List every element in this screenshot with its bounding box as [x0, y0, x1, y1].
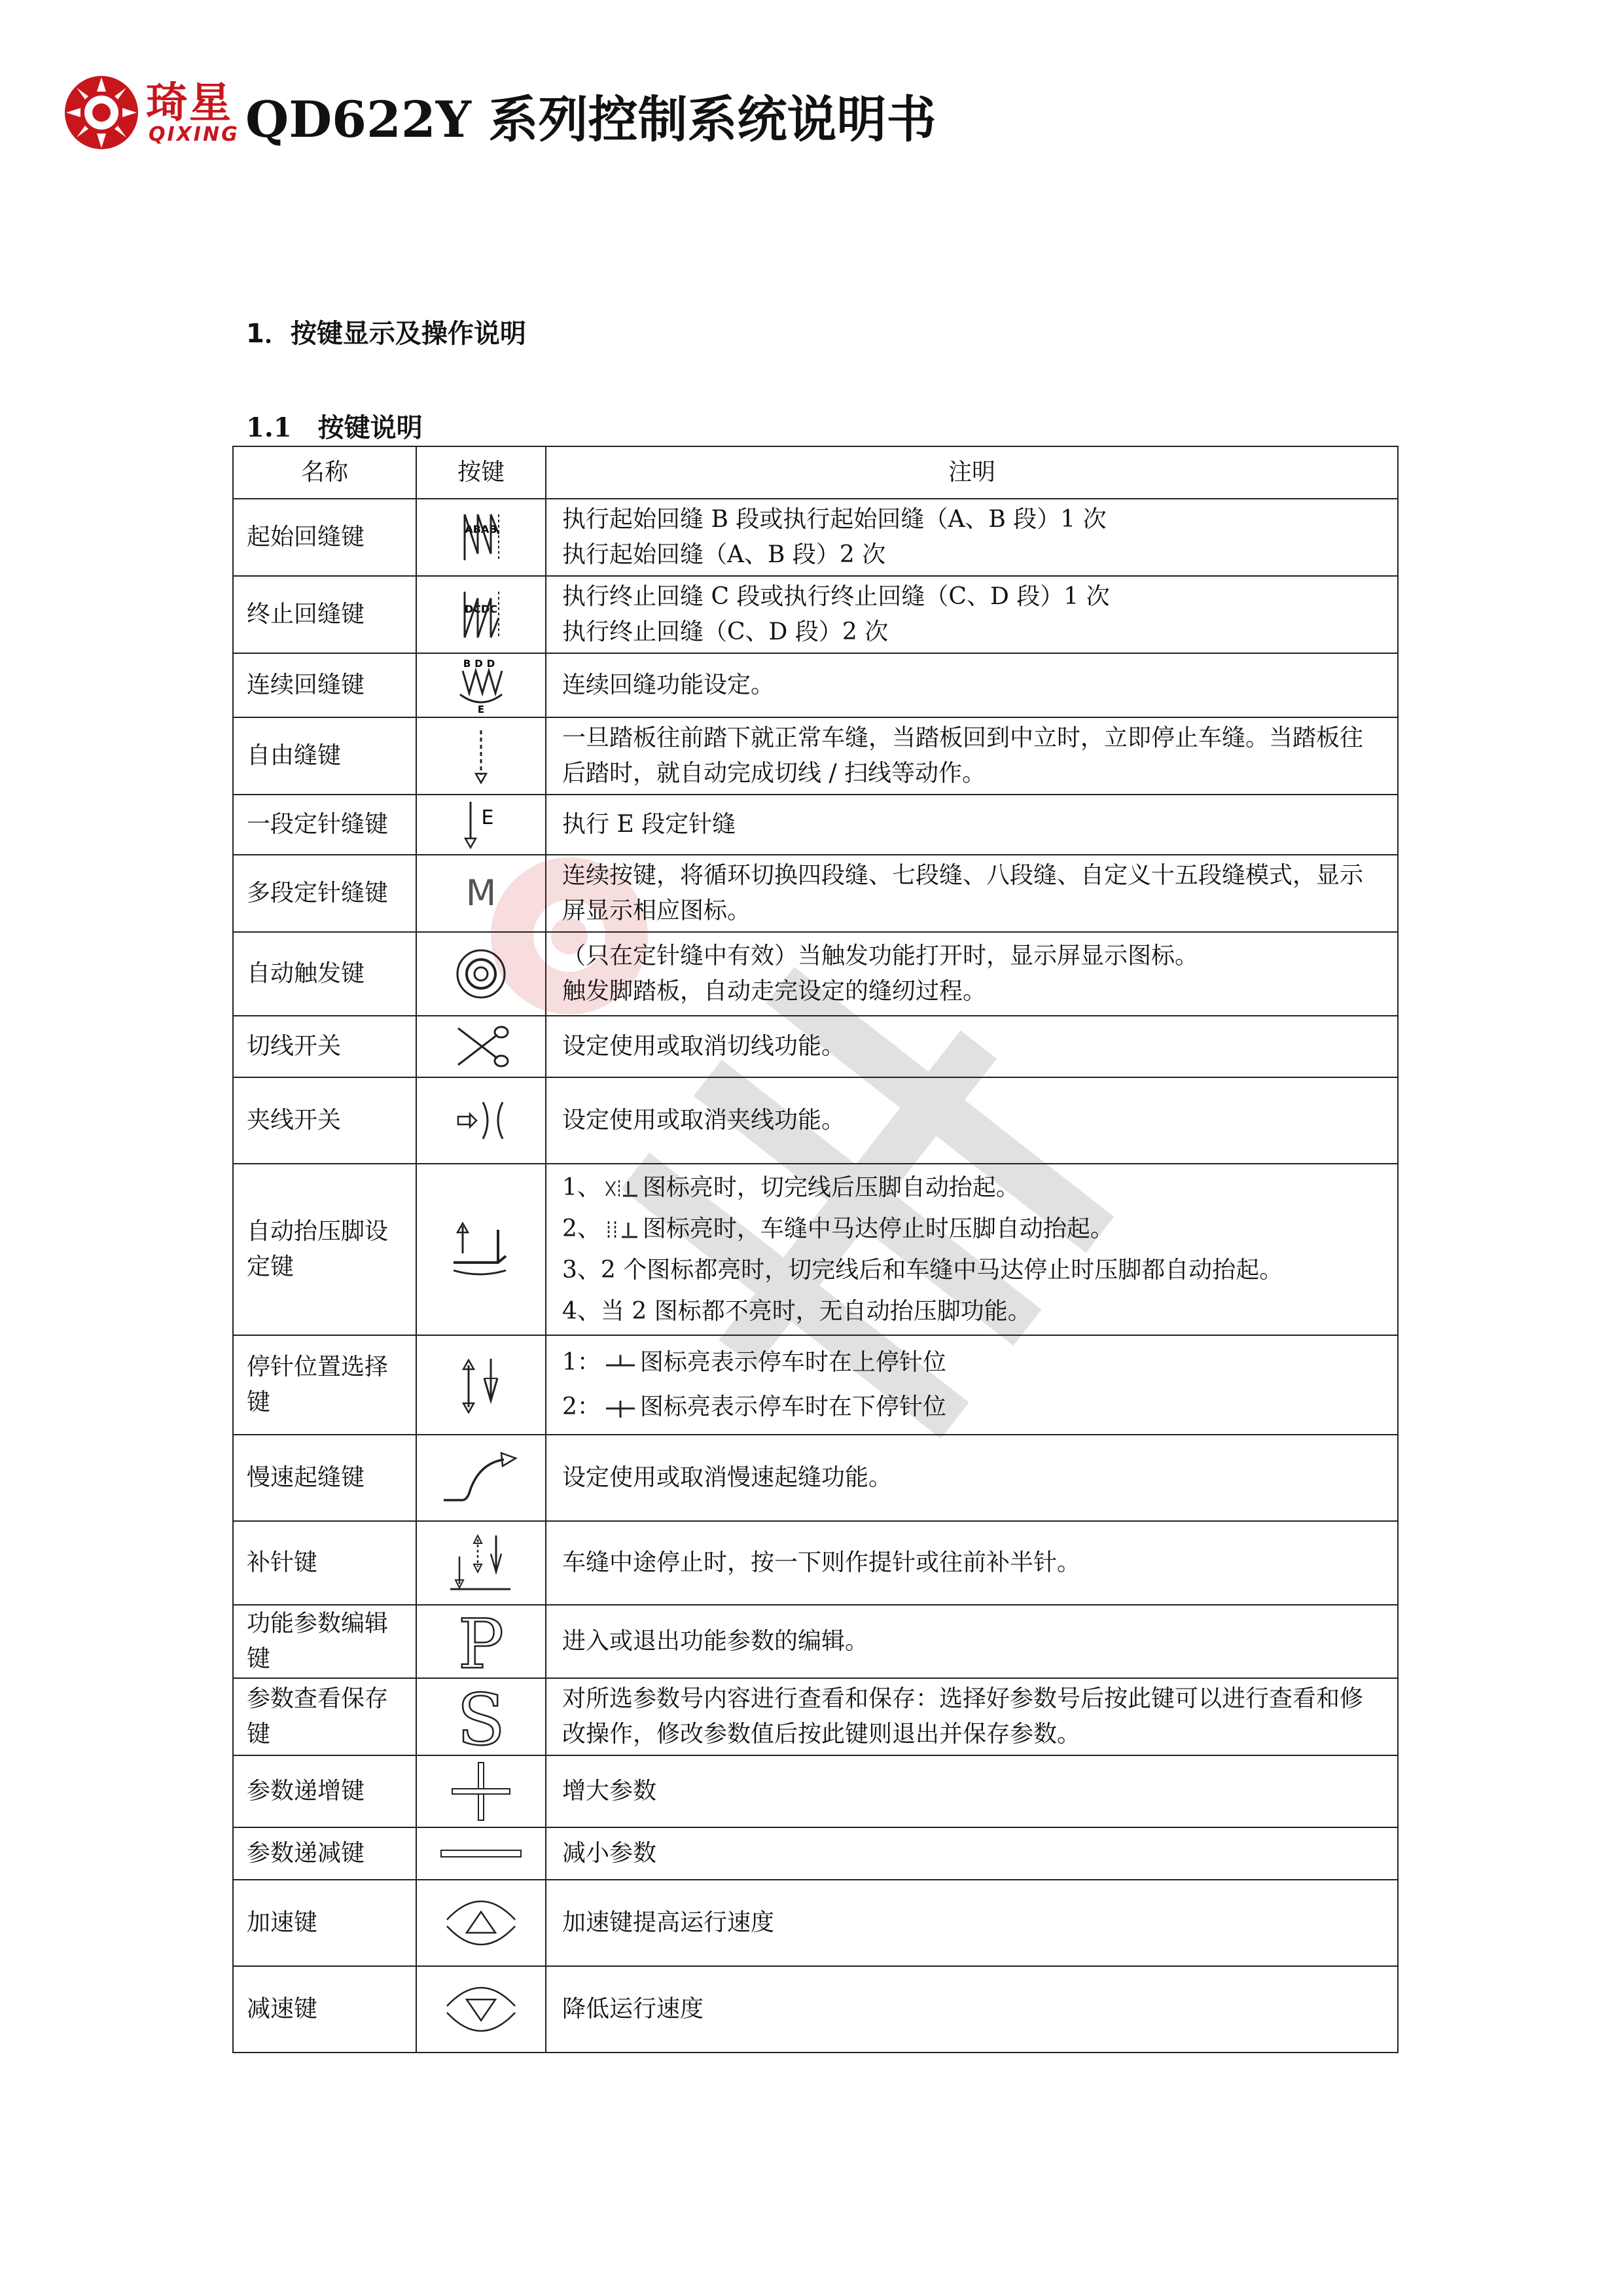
speed-up-icon [442, 1893, 520, 1952]
table-row [233, 576, 1398, 653]
description-line: 执行 E 段定针缝 [562, 811, 736, 838]
key-name: 加速键 [233, 1880, 416, 1966]
brand-name-cn: 琦星 [146, 79, 232, 128]
svg-text:DCDC: DCDC [464, 603, 498, 615]
header-name: 名称 [233, 446, 416, 499]
end-backtack-icon [452, 585, 510, 644]
table-row [233, 795, 1398, 855]
multi-constant-stitch-icon [455, 867, 507, 920]
description-line: 加速键提高运行速度 [562, 1909, 775, 1936]
key-name: 起始回缝键 [233, 499, 416, 576]
header-key: 按键 [416, 446, 546, 499]
item-prefix: 2、 [562, 1215, 601, 1242]
auto-trigger-icon [453, 946, 509, 1002]
item-text: 图标亮时，车缝中马达停止时压脚自动抬起。 [642, 1215, 1114, 1242]
description-line: 一旦踏板往前踏下就正常车缝，当踏板回到中立时，立即停止车缝。当踏板往后踏时，就自动完成切线 / 扫线等动作。 [562, 725, 1364, 787]
plus-icon [448, 1760, 514, 1823]
continuous-backtack-icon [448, 656, 514, 714]
description-line: 触发脚踏板，自动走完设定的缝纫过程。 [562, 978, 987, 1005]
description-line: 连续回缝功能设定。 [562, 672, 775, 698]
item-text: 图标亮表示停车时在上停针位 [639, 1348, 946, 1376]
description-line [562, 1385, 1382, 1429]
description-line: 连续按键，将循环切换四段缝、七段缝、八段缝、自定义十五段缝模式，显示屏显示相应图标。 [562, 862, 1364, 924]
thread-clamp-icon [452, 1094, 510, 1147]
description-line: 设定使用或取消夹线功能。 [562, 1107, 846, 1134]
table-row [233, 1435, 1398, 1521]
qixing-logo-icon [62, 73, 141, 152]
key-description-table [232, 446, 1399, 2053]
document-title: QD622Y 系列控制系统说明书 [245, 90, 936, 149]
key-name: 停针位置选择键 [233, 1335, 416, 1435]
key-name: 自动抬压脚设定键 [233, 1164, 416, 1335]
key-name: 功能参数编辑键 [233, 1605, 416, 1678]
table-row [233, 717, 1398, 795]
section-title: 1．按键显示及操作说明 [246, 319, 526, 349]
subsection-label: 按键说明 [317, 413, 423, 443]
description-line: 执行起始回缝 B 段或执行起始回缝（A、B 段）1 次 [562, 506, 1107, 533]
description-line: 减小参数 [562, 1840, 657, 1867]
key-name: 减速键 [233, 1966, 416, 2053]
key-name: 多段定针缝键 [233, 855, 416, 932]
item-prefix: 1： [562, 1348, 601, 1376]
needle-compensation-icon [445, 1530, 517, 1596]
subsection-title [246, 407, 423, 444]
table-row [233, 932, 1398, 1016]
minus-icon [438, 1844, 524, 1863]
svg-text:S: S [457, 1683, 505, 1751]
table-row [233, 1755, 1398, 1827]
key-name: 切线开关 [233, 1016, 416, 1077]
key-name: 慢速起缝键 [233, 1435, 416, 1521]
key-name: 终止回缝键 [233, 576, 416, 653]
parameter-s-icon [448, 1683, 514, 1751]
brand-name-en: QIXING [149, 123, 240, 146]
description-line: （只在定针缝中有效）当触发功能打开时，显示屏显示图标。 [562, 942, 1199, 969]
table-row [233, 855, 1398, 932]
description-line [562, 1167, 1382, 1208]
description-line: 执行起始回缝（A、B 段）2 次 [562, 541, 886, 568]
trim-lift-icon [605, 1179, 639, 1200]
description-line: 4、当 2 图标都不亮时，无自动抬压脚功能。 [562, 1298, 1031, 1325]
svg-text:E: E [481, 806, 494, 829]
description-line: 车缝中途停止时，按一下则作提针或往前补半针。 [562, 1549, 1081, 1576]
table-header-row [233, 446, 1398, 499]
key-name: 自动触发键 [233, 932, 416, 1016]
description-line [562, 1208, 1382, 1249]
table-row [233, 1966, 1398, 2053]
description-line: 设定使用或取消慢速起缝功能。 [562, 1464, 893, 1491]
needle-position-icon [452, 1352, 510, 1418]
single-constant-stitch-icon [455, 798, 507, 852]
item-prefix: 1、 [562, 1174, 601, 1201]
key-name: 参数递减键 [233, 1827, 416, 1880]
speed-down-icon [442, 1980, 520, 2039]
key-name: 参数查看保存键 [233, 1678, 416, 1755]
table-row [233, 1077, 1398, 1164]
table-row [233, 1880, 1398, 1966]
svg-text:E: E [477, 704, 485, 714]
subsection-number: 1.1 [246, 412, 292, 443]
description-line: 对所选参数号内容进行查看和保存：选择好参数号后按此键可以进行查看和修改操作，修改参数值后按此键则退出并保存参数。 [562, 1685, 1364, 1748]
description-line: 执行终止回缝（C、D 段）2 次 [562, 619, 889, 645]
table-row [233, 1164, 1398, 1335]
presser-foot-lift-icon [448, 1217, 514, 1282]
table-row [233, 1335, 1398, 1435]
item-text: 图标亮表示停车时在下停针位 [639, 1393, 946, 1420]
page-header [62, 65, 1044, 151]
svg-text:P: P [458, 1609, 504, 1674]
description-line: 增大参数 [562, 1778, 657, 1804]
scissors-icon [452, 1020, 510, 1073]
key-name: 连续回缝键 [233, 653, 416, 717]
table-row [233, 499, 1398, 576]
description-line: 设定使用或取消切线功能。 [562, 1033, 846, 1060]
table-row [233, 1827, 1398, 1880]
item-text: 图标亮时，切完线后压脚自动抬起。 [642, 1174, 1020, 1201]
table-row [233, 653, 1398, 717]
description-line [562, 1340, 1382, 1385]
table-row [233, 1605, 1398, 1678]
table-row [233, 1678, 1398, 1755]
soft-start-icon [438, 1445, 524, 1511]
svg-text:ABAB: ABAB [465, 523, 497, 535]
header-note: 注明 [546, 446, 1398, 499]
needle-down-icon [605, 1398, 636, 1419]
parameter-p-icon [448, 1609, 514, 1674]
needle-up-icon [605, 1354, 636, 1374]
description-line: 进入或退出功能参数的编辑。 [562, 1628, 869, 1655]
stop-lift-icon [605, 1220, 639, 1241]
description-line: 降低运行速度 [562, 1996, 704, 2022]
description-line: 3、2 个图标都亮时，切完线后和车缝中马达停止时压脚都自动抬起。 [562, 1257, 1283, 1283]
table-row [233, 1016, 1398, 1077]
svg-text:BDD: BDD [463, 658, 499, 670]
key-name: 自由缝键 [233, 717, 416, 795]
start-backtack-icon [452, 508, 510, 567]
key-name: 补针键 [233, 1521, 416, 1605]
item-prefix: 2： [562, 1393, 601, 1420]
table-row [233, 1521, 1398, 1605]
key-name: 参数递增键 [233, 1755, 416, 1827]
key-name: 一段定针缝键 [233, 795, 416, 855]
svg-text:M: M [465, 872, 497, 914]
key-name: 夹线开关 [233, 1077, 416, 1164]
free-sewing-icon [461, 726, 501, 785]
description-line: 执行终止回缝 C 段或执行终止回缝（C、D 段）1 次 [562, 583, 1110, 610]
